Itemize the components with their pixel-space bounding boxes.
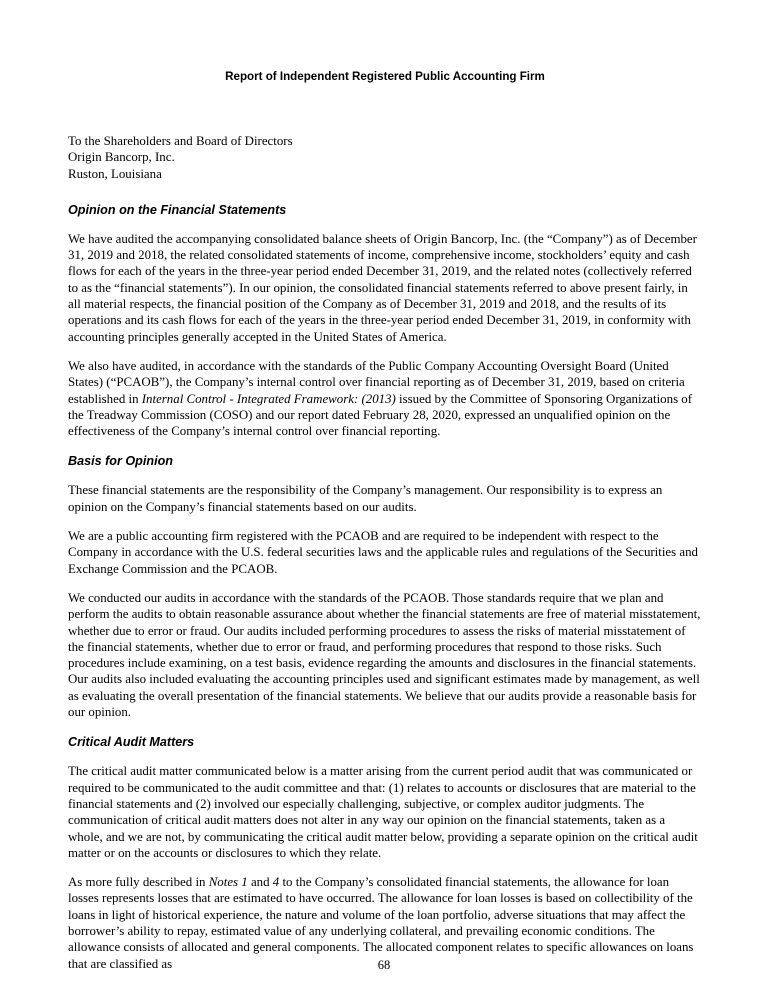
addressee-line-company: Origin Bancorp, Inc. bbox=[68, 150, 175, 165]
report-title: Report of Independent Registered Public Accounting Firm bbox=[225, 70, 545, 83]
paragraph-text: and bbox=[247, 875, 273, 890]
paragraph-critical-1: The critical audit matter communicated below is a matter arising from the current period audit that was communicated or required to be communicated to the audit committee and that: (1) relates to accounts or disclosures that are material to the financial statements and (2) involved our especially challenging, subjective, or complex auditor judgments. The communication of critical audit matters does not alter in any way our opinion on the financial statements, taken as a whole, and we are not, by communicating the critical audit matter below, providing a separate opinion on the critical audit matter or on the accounts or disclosures to which they relate. bbox=[68, 764, 698, 860]
addressee-line-shareholders: To the Shareholders and Board of Directors bbox=[68, 134, 293, 148]
paragraph-text: We also have audited, in accordance with the standards of the Public Company Accounting Oversight Board (United States) (“PCAOB”), the Company’s internal control over financial reporting as of December 31, 2019, based on criteria established in bbox=[68, 358, 685, 406]
section-critical-audit-matters bbox=[68, 734, 702, 972]
framework-title-italic: Internal Control - Integrated Framework: (2013) bbox=[141, 391, 396, 406]
paragraph-basis-3: We conducted our audits in accordance with the standards of the PCAOB. Those standards require that we plan and perform the audits to obtain reasonable assurance about whether the financial statements are free of material misstatement, whether due to error or fraud. Our audits included performing procedures to assess the risks of material misstatement of the financial statements, whether due to error or fraud, and performing procedures that respond to those risks. Such procedures include examining, on a test basis, evidence regarding the amounts and disclosures in the financial statements. Our audits also included evaluating the accounting principles used and significant estimates made by management, as well as evaluating the overall presentation of the financial statements. We believe that our audits provide a reasonable basis for our opinion. bbox=[68, 590, 701, 720]
document-content bbox=[68, 0, 702, 972]
paragraph-text: issued by the Committee of Sponsoring Organizations of the Treadway Commission (COSO) and our report dated February 28, 2020, expressed an unqualified opinion on the effectiveness of the Company’s internal control over financial reporting. bbox=[68, 391, 693, 439]
addressee-block bbox=[68, 133, 702, 182]
page-number: 68 bbox=[377, 957, 391, 972]
paragraph-basis-1: These financial statements are the responsibility of the Company’s management. Our responsibility is to express an opinion on the Company’s financial statements based on our audits. bbox=[68, 483, 663, 514]
section-heading-critical: Critical Audit Matters bbox=[68, 735, 195, 750]
paragraph-text: to the Company’s consolidated financial statements, the allowance for loan losses represents losses that are estimated to have occurred. The allowance for loan losses is based on collectibility of the loans in light of historical experience, the nature and volume of the loan portfolio, adverse situations that may affect the borrower’s ability to repay, estimated value of any underlying collateral, and prevailing economic conditions. The allowance consists of allocated and general components. The allocated component relates to specific allowances on loans that are classified as bbox=[68, 875, 694, 971]
paragraph-text: As more fully described in bbox=[68, 875, 209, 890]
section-basis-for-opinion bbox=[68, 453, 702, 720]
section-heading-opinion: Opinion on the Financial Statements bbox=[68, 202, 287, 217]
section-opinion-on-financial-statements bbox=[68, 202, 702, 440]
paragraph-opinion-2 bbox=[68, 358, 702, 439]
addressee-line-city: Ruston, Louisiana bbox=[68, 166, 162, 181]
section-heading-basis: Basis for Opinion bbox=[68, 454, 173, 469]
paragraph-basis-2: We are a public accounting firm registered with the PCAOB and are required to be independent with respect to the Company in accordance with the U.S. federal securities laws and the applicable rules and regulations of the Securities and Exchange Commission and the PCAOB. bbox=[68, 529, 698, 576]
notes-reference-italic: Notes 1 bbox=[208, 875, 248, 890]
notes-reference-italic: 4 bbox=[272, 875, 280, 890]
paragraph-opinion-1: We have audited the accompanying consolidated balance sheets of Origin Bancorp, Inc. (the “Company”) as of December 31, 2019 and 2018, the related consolidated statements of income, comprehensive income, stockholders’ equity and cash flows for each of the years in the three-year period ended December 31, 2019, and the related notes (collectively referred to as the “financial statements”). In our opinion, the consolidated financial statements referred to above present fairly, in all material respects, the financial position of the Company as of December 31, 2019 and 2018, and the results of its operations and its cash flows for each of the years in the three-year period ended December 31, 2019, in conformity with accounting principles generally accepted in the United States of America. bbox=[68, 231, 697, 344]
